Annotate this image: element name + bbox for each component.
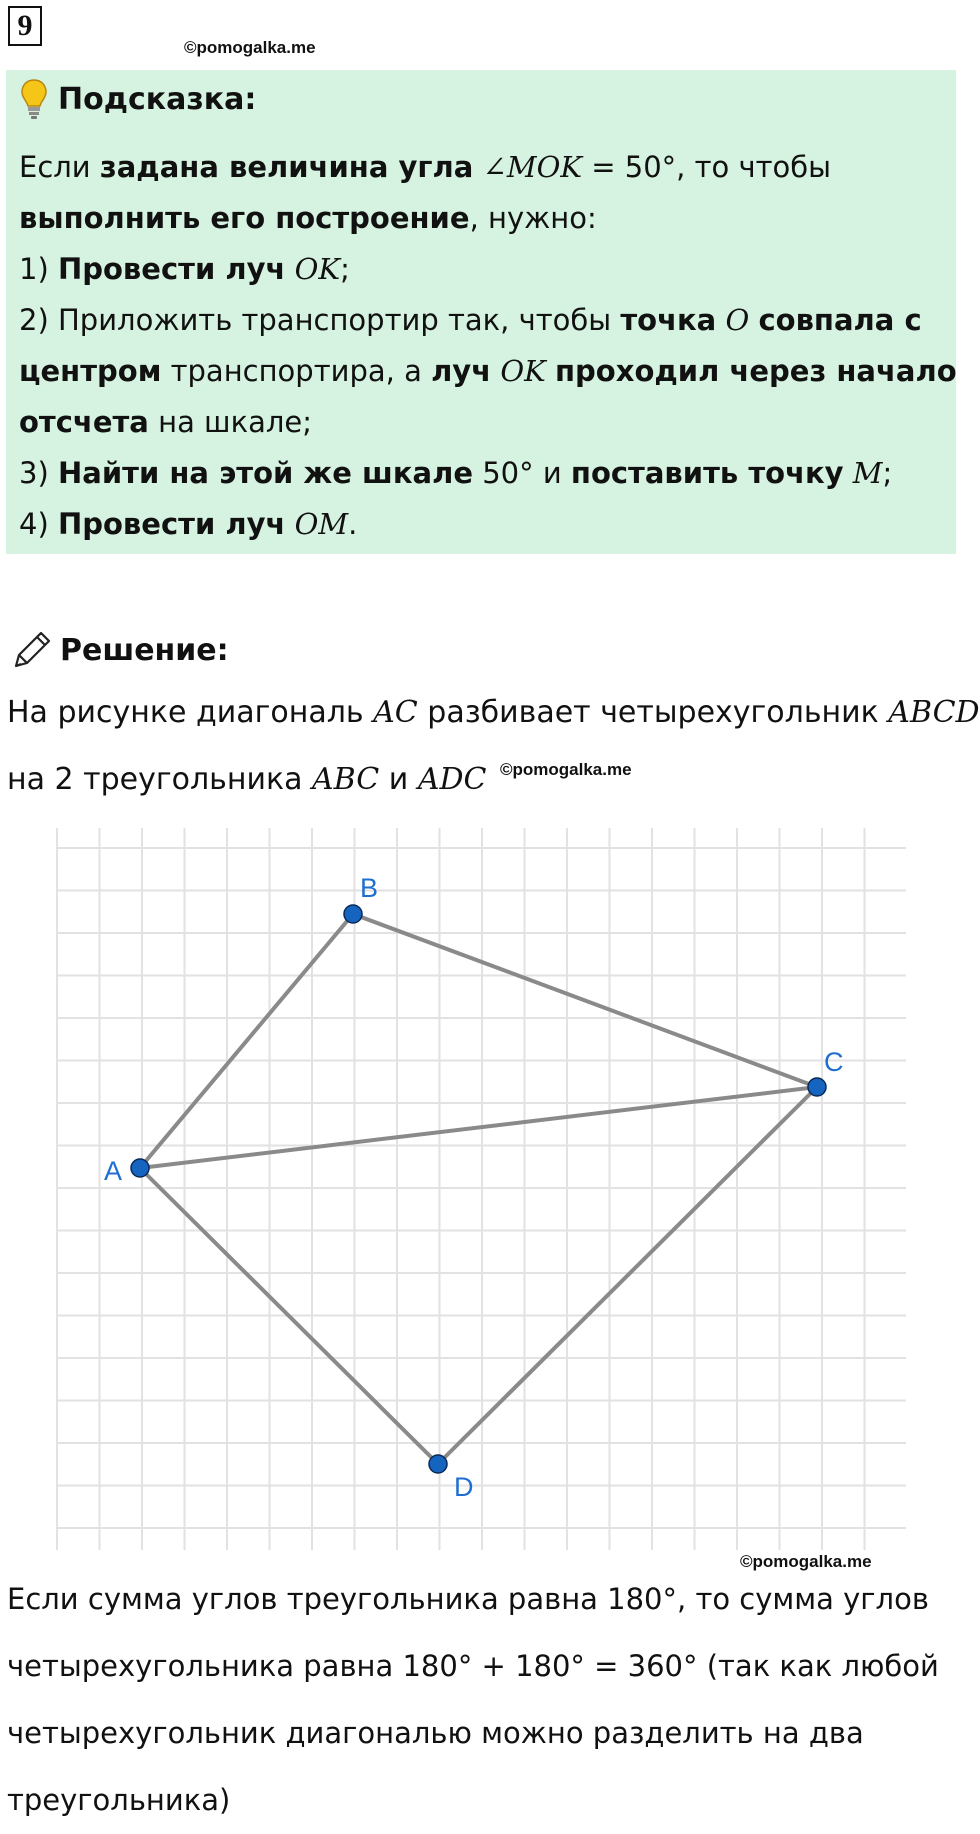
watermark-top: ©pomogalka.me [184,38,316,57]
label-d: D [454,1472,474,1502]
hint-line: 4) Провести луч OM. [19,507,358,541]
edge-ab [140,914,353,1168]
conclusion-line: Если сумма углов треугольника равна 180°, то сумма углов [7,1582,929,1616]
conclusion-line: четырехугольника равна 180° + 180° = 360° (так как любой [7,1649,939,1683]
hint-line: 1) Провести луч OK; [19,252,350,286]
conclusion-line: треугольника) [7,1783,231,1817]
hint-line: 3) Найти на этой же шкале 50° и поставить точку M; [19,456,893,490]
quadrilateral-figure [40,820,920,1560]
hint-title: Подсказка: [58,81,257,117]
solution-intro-line-1: На рисунке диагональ AC разбивает четырехугольник ABCD [7,695,980,730]
watermark-middle: ©pomogalka.me [500,760,632,779]
solution-title: Решение: [60,632,229,668]
hint-box [6,70,956,554]
task-number: 9 [8,6,42,46]
label-a: A [104,1156,123,1186]
label-c: C [824,1047,844,1077]
hint-line: центром транспортира, а луч OK проходил через начало [19,354,957,388]
point-d [429,1455,447,1473]
conclusion-text [7,1566,952,1834]
hint-line: отсчета на шкале; [19,405,313,439]
point-b [344,905,362,923]
solution-heading [10,628,229,672]
hint-line: Если задана величина угла ∠MOK = 50°, то чтобы [19,150,832,184]
grid [57,828,906,1550]
hint-text [19,142,957,550]
diagonal-ac [140,1087,817,1168]
lightbulb-icon [20,78,48,120]
edge-cd [438,1087,817,1464]
watermark-bottom: ©pomogalka.me [740,1552,872,1571]
hint-heading [20,78,256,120]
solution-intro-line-2: на 2 треугольника ABC и ADC [7,762,487,797]
hint-line: выполнить его построение, нужно: [19,201,597,235]
point-a [131,1159,149,1177]
conclusion-line: четырехугольник диагональю можно разделить на два [7,1716,864,1750]
pencil-icon [10,628,54,672]
point-c [808,1078,826,1096]
label-b: B [360,873,379,903]
hint-line: 2) Приложить транспортир так, чтобы точка O совпала с [19,303,922,337]
